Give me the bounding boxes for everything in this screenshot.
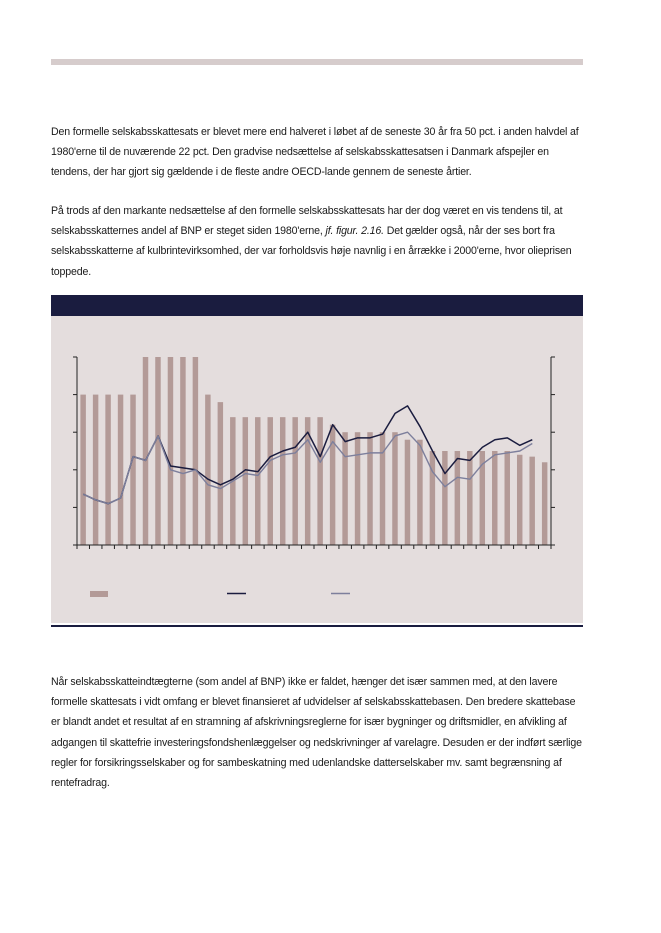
bar-0 — [80, 395, 85, 545]
bar-21 — [342, 432, 347, 545]
bar-2 — [105, 395, 110, 545]
legend-swatch-bars — [90, 591, 108, 597]
bar-35 — [517, 455, 522, 545]
bar-31 — [467, 451, 472, 545]
bar-26 — [405, 440, 410, 545]
bar-7 — [168, 357, 173, 545]
bar-8 — [180, 357, 185, 545]
bar-33 — [492, 451, 497, 545]
bar-6 — [155, 357, 160, 545]
paragraph-2-text-a: På trods af den markante nedsættelse af den formelle selskabsskattesats har der dog været en vis tendens til, at selskabsskatternes andel af BNP er steget siden 1980'erne, — [51, 205, 563, 238]
bar-17 — [292, 417, 297, 545]
bar-24 — [380, 432, 385, 545]
bar-1 — [93, 395, 98, 545]
bar-16 — [280, 417, 285, 545]
paragraph-1: Den formelle selskabsskattesats er blevet mere end halveret i løbet af de seneste 30 år fra 50 pct. i anden halvdel af 1980'erne til de nuværende 22 pct. Den gradvise nedsættelse af selskabsskattesatsen i Danmark afspejler en tendens, der har gjort sig gældende i de fleste andre OECD-lande gennem de seneste årtier. — [51, 126, 579, 179]
paragraph-3: Når selskabsskatteindtægterne (som andel af BNP) ikke er faldet, hænger det især sammen med, at den lavere formelle skattesats i vidt omfang er blevet finansieret af udvidelser af selskabsskattebasen. Den bredere skattebase er blandt andet et resultat af en stramning af afskrivningsreglerne for især bygninger og driftsmidler, en afvikling af adgangen til skattefrie investeringsfondshenlæggelser og nedskrivninger af varelagre. Desuden er der indført særlige regler for forsikringsselskaber og for sambeskatning med udenlandske datterselskaber mv. samt begrænsning af rentefradrag. — [51, 676, 582, 790]
bar-30 — [455, 451, 460, 545]
bar-4 — [130, 395, 135, 545]
bar-23 — [367, 432, 372, 545]
bar-15 — [268, 417, 273, 545]
figure-reference-link[interactable]: jf. figur. 2.16. — [325, 225, 384, 238]
bar-9 — [193, 357, 198, 545]
bar-34 — [505, 451, 510, 545]
bar-19 — [317, 417, 322, 545]
bar-36 — [529, 457, 534, 545]
bar-11 — [218, 402, 223, 545]
bar-14 — [255, 417, 260, 545]
bar-13 — [243, 417, 248, 545]
legend-group — [90, 591, 350, 597]
paragraph-2-text-b: Det gælder også, når der ses bort fra selskabsskatterne af kulbrintevirksomhed, der var forholdsvis høje navnlig i en årrække i 2000'erne, hvor olieprisen toppede. — [51, 225, 572, 278]
bar-27 — [417, 440, 422, 545]
bar-29 — [442, 451, 447, 545]
bar-22 — [355, 432, 360, 545]
bar-3 — [118, 395, 123, 545]
bar-10 — [205, 395, 210, 545]
bar-25 — [392, 432, 397, 545]
bar-37 — [542, 462, 547, 545]
bar-5 — [143, 357, 148, 545]
bar-28 — [430, 451, 435, 545]
